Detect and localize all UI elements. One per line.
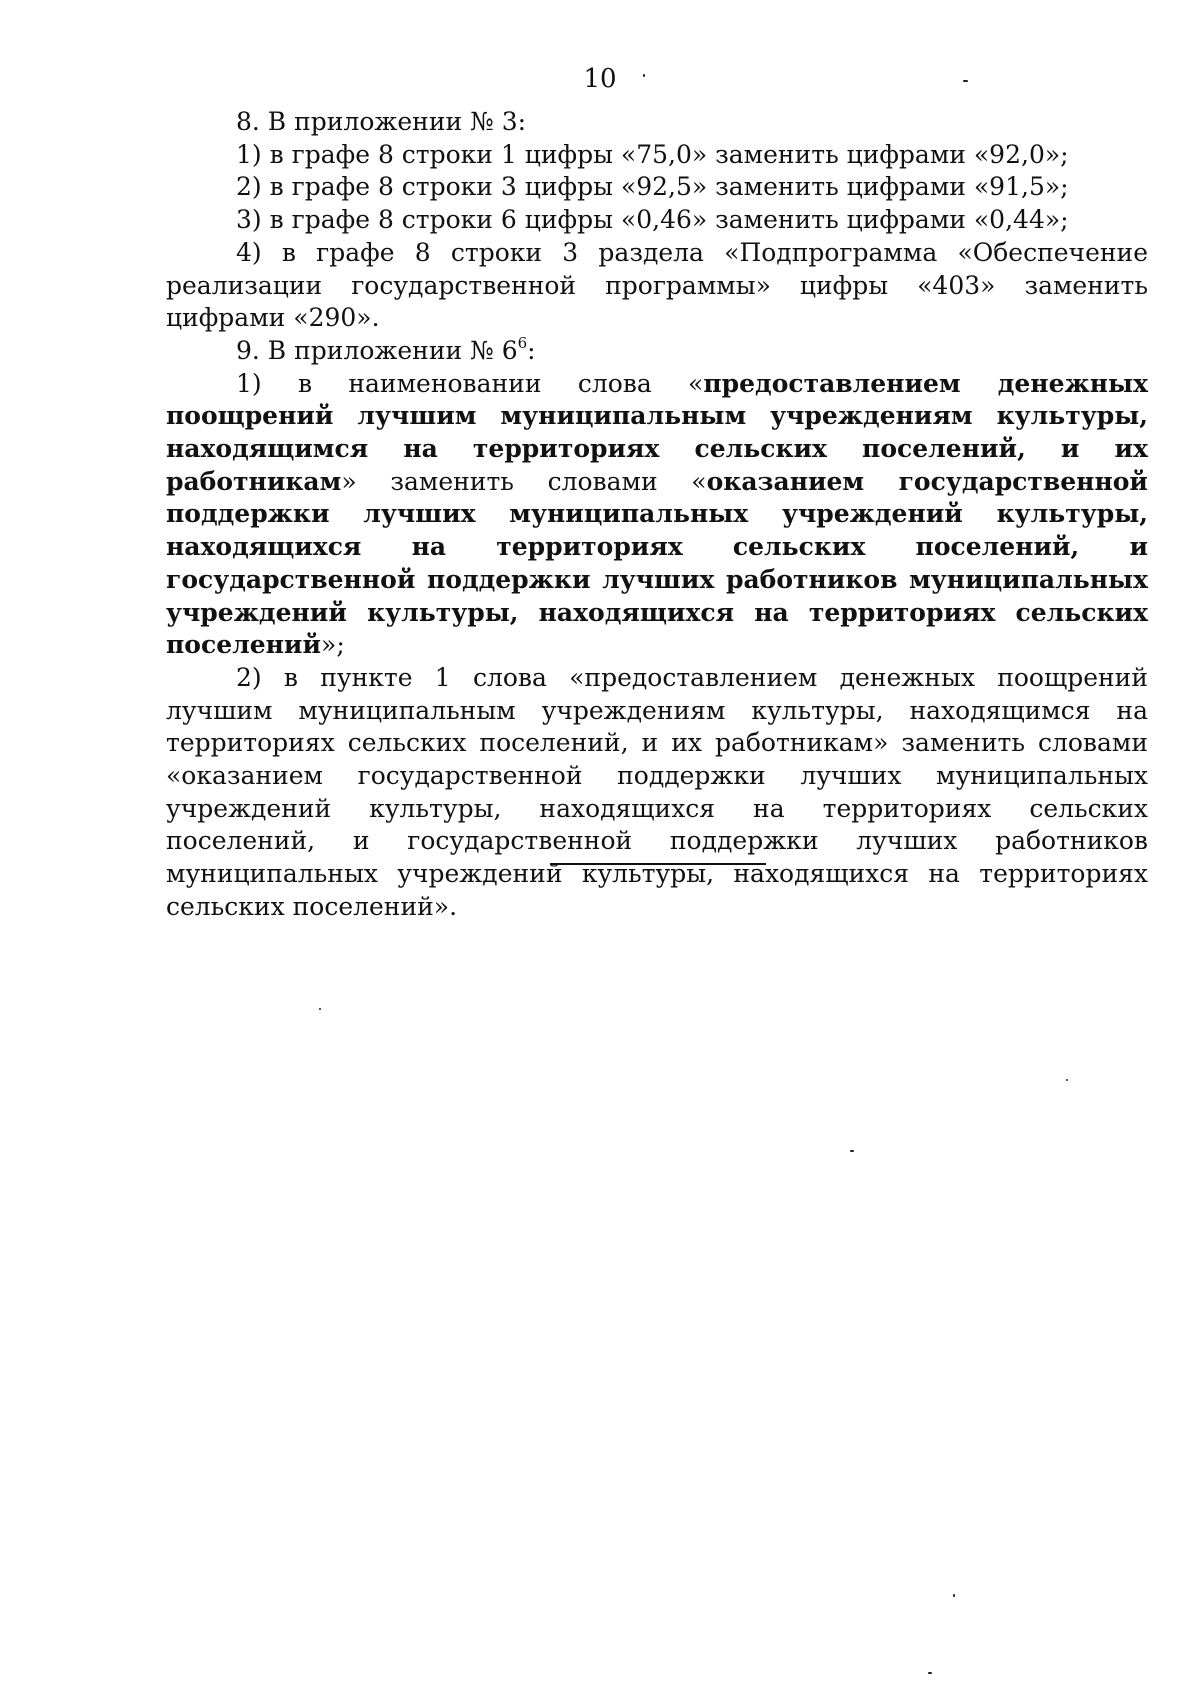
scan-speck (963, 80, 968, 82)
item-1-middle: » заменить словами « (341, 466, 707, 496)
section-8-item-3: 3) в графе 8 строки 6 цифры «0,46» заменить цифрами «0,44»; (236, 205, 1069, 235)
section-8-appendix-number: 3 (501, 107, 518, 136)
scan-speck (319, 1008, 321, 1010)
section-8-item-1: 1) в графе 8 строки 1 цифры «75,0» заменить цифрами «92,0»; (236, 139, 1069, 169)
item-1-old-words: предоставлением денежных поощрений лучшим муниципальным учреждениям культуры, находящимся на территориях сельских поселений, и их работникам (166, 368, 1148, 496)
section-9-appendix-superscript: 6 (517, 333, 528, 352)
page-number: 10 (583, 64, 617, 94)
item-1-new-words: оказанием государственной поддержки лучших муниципальных учреждений культуры, находящихся на территориях сельских поселений, и государственной поддержки лучших работников муниципальных учреждений культуры, находящихся на территориях сельских поселений (166, 466, 1148, 660)
section-8-item-2: 2) в графе 8 строки 3 цифры «92,5» заменить цифрами «91,5»; (236, 172, 1069, 202)
section-8-heading-colon: : (517, 107, 527, 136)
section-9-heading-text: 9. В приложении № (236, 335, 502, 365)
section-8-heading-text: 8. В приложении № (236, 107, 502, 136)
scan-speck (850, 1150, 854, 1152)
section-8-item-4: 4) в графе 8 строки 3 раздела «Подпрограмма «Обеспечение реализации государственной программы» цифры «403» заменить цифрами «290». (166, 237, 1148, 333)
section-9-appendix-number: 6 (501, 335, 518, 365)
scan-speck (928, 1672, 932, 1674)
scan-speck (1066, 1079, 1068, 1081)
scan-speck (953, 1594, 955, 1597)
document-body (166, 106, 1148, 924)
section-9-heading-colon: : (527, 335, 536, 365)
end-divider-line (550, 863, 766, 865)
section-9-item-2: 2) в пункте 1 слова «предоставлением денежных поощрений лучшим муниципальным учреждениям культуры, находящимся на территориях сельских поселений, и их работникам» заменить словами «оказанием государственной поддержки лучших муниципальных учреждений культуры, находящихся на территориях сельских поселений, и государственной поддержки лучших работников муниципальных учреждений культуры, находящихся на территориях сельских поселений». (166, 662, 1148, 921)
item-1-prefix: 1) в наименовании слова « (236, 368, 704, 398)
section-9-heading (166, 335, 1148, 368)
section-8-heading (166, 106, 1148, 139)
section-9-item-1 (166, 368, 1148, 662)
scan-speck (643, 74, 645, 77)
item-1-suffix: »; (321, 630, 345, 660)
